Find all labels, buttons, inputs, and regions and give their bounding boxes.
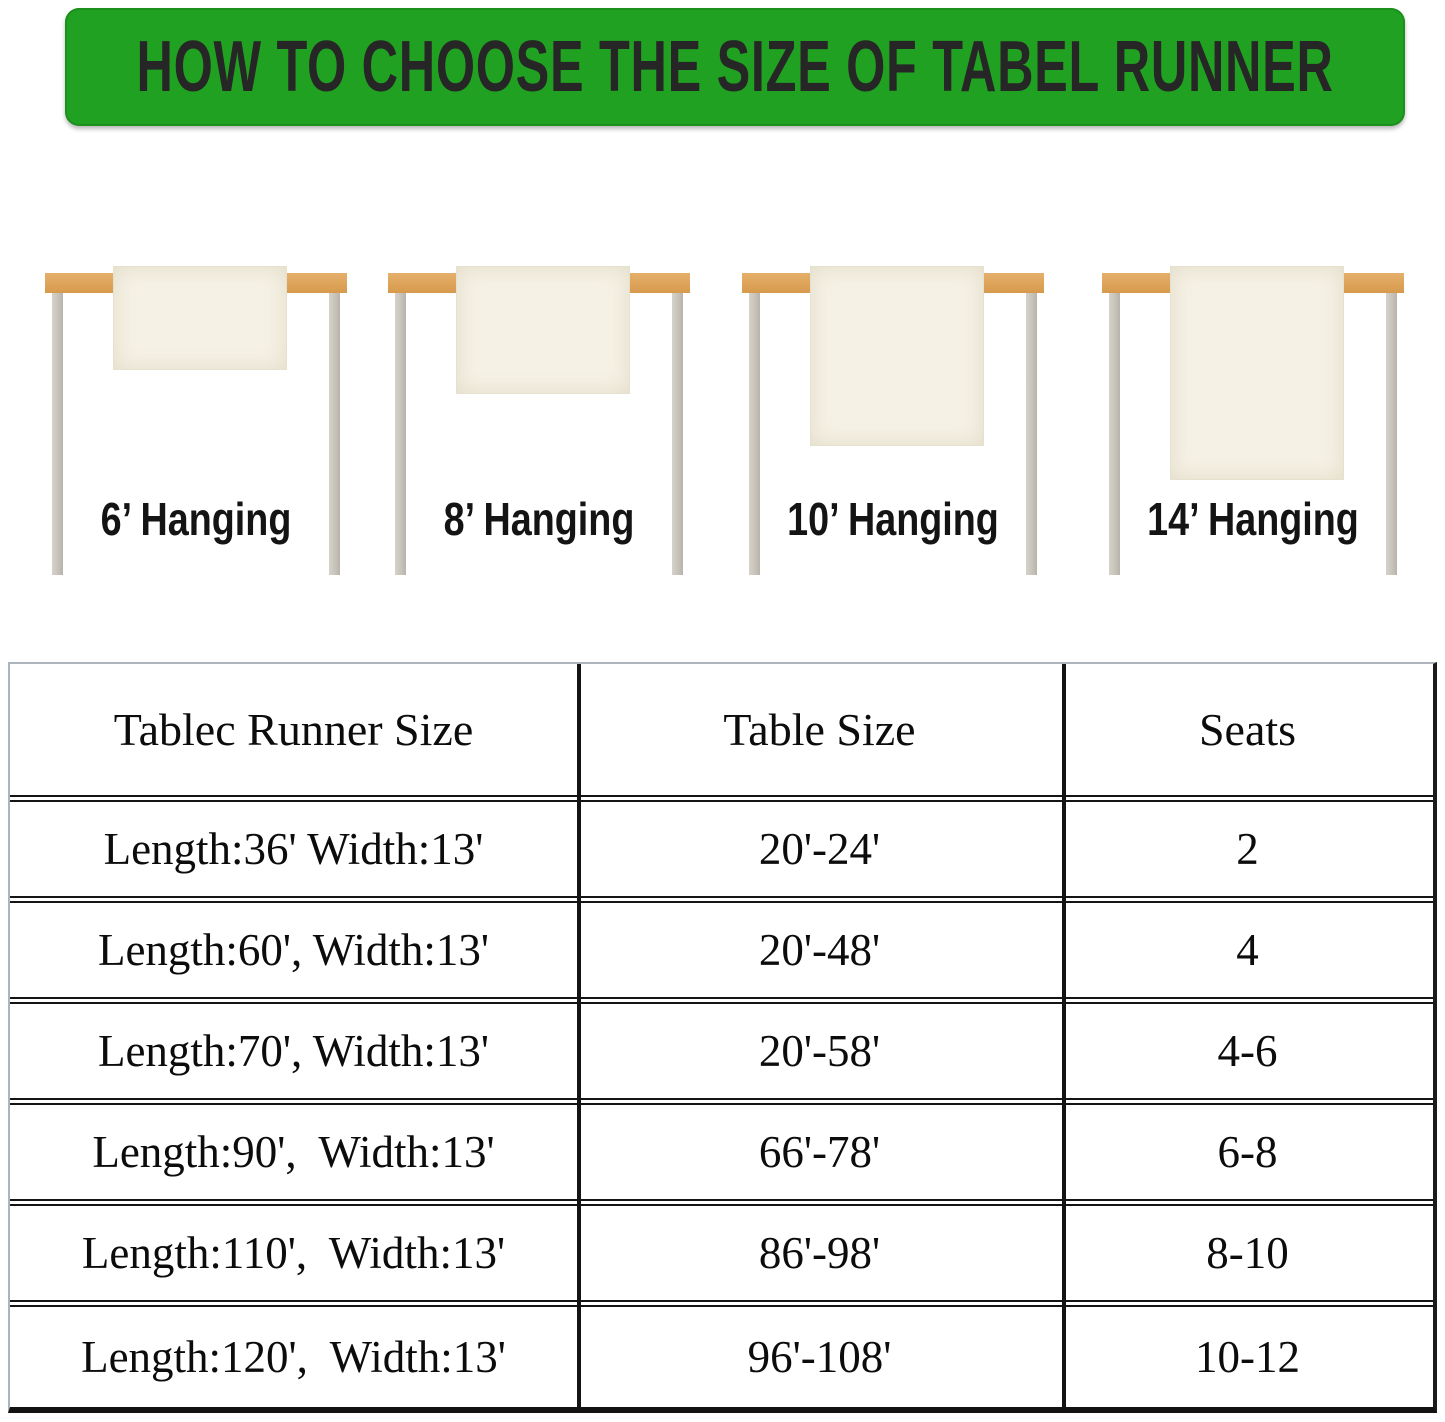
table-leg-icon — [672, 293, 683, 575]
table-illustration-6 — [45, 266, 347, 586]
table-leg-icon — [329, 293, 340, 575]
table-row — [10, 1206, 1433, 1307]
table-row — [10, 1105, 1433, 1206]
hang-label: 14’ Hanging — [1147, 493, 1359, 545]
seats-cell: 6-8 — [1217, 1127, 1278, 1177]
table-leg-icon — [1026, 293, 1037, 575]
table-header-row — [10, 664, 1433, 802]
runner-drape-icon — [113, 266, 287, 370]
seats-cell: 2 — [1236, 824, 1259, 874]
table-leg-icon — [52, 293, 63, 575]
runner-size-cell: Length:36' Width:13' — [103, 824, 484, 874]
table-row — [10, 903, 1433, 1004]
table-leg-icon — [749, 293, 760, 575]
table-leg-icon — [1109, 293, 1120, 575]
header-table-size: Table Size — [723, 704, 916, 755]
table-leg-icon — [1386, 293, 1397, 575]
seats-cell: 4 — [1236, 925, 1259, 975]
size-chart-table — [8, 662, 1437, 1413]
column-divider — [577, 664, 581, 1407]
table-illustration-14 — [1102, 266, 1404, 586]
hang-label: 10’ Hanging — [787, 493, 999, 545]
page-title: HOW TO CHOOSE THE SIZE OF TABEL RUNNER — [136, 27, 1334, 107]
title-banner — [65, 8, 1405, 126]
header-seats: Seats — [1198, 704, 1297, 755]
runner-size-cell: Length:60', Width:13' — [97, 925, 490, 975]
header-runner-size: Tablec Runner Size — [113, 704, 474, 755]
seats-cell: 10-12 — [1195, 1332, 1300, 1382]
table-size-cell: 20'-48' — [758, 925, 881, 975]
table-illustration-8 — [388, 266, 690, 586]
table-size-cell: 20'-58' — [758, 1026, 881, 1076]
runner-size-cell: Length:90', Width:13' — [92, 1127, 495, 1177]
table-row — [10, 1307, 1433, 1407]
seats-cell: 8-10 — [1206, 1228, 1289, 1278]
table-size-cell: 20'-24' — [758, 824, 881, 874]
runner-drape-icon — [456, 266, 630, 394]
table-size-cell: 96'-108' — [747, 1332, 892, 1382]
table-size-cell: 66'-78' — [758, 1127, 881, 1177]
runner-size-cell: Length:110', Width:13' — [81, 1228, 506, 1278]
runner-drape-icon — [1170, 266, 1344, 480]
runner-size-cell: Length:70', Width:13' — [97, 1026, 490, 1076]
table-leg-icon — [395, 293, 406, 575]
table-size-cell: 86'-98' — [758, 1228, 881, 1278]
seats-cell: 4-6 — [1217, 1026, 1278, 1076]
table-row — [10, 802, 1433, 903]
hang-label: 6’ Hanging — [100, 493, 292, 545]
table-row — [10, 1004, 1433, 1105]
runner-size-cell: Length:120', Width:13' — [81, 1332, 506, 1382]
table-illustration-10 — [742, 266, 1044, 586]
hang-label: 8’ Hanging — [443, 493, 635, 545]
runner-drape-icon — [810, 266, 984, 446]
column-divider — [1062, 664, 1066, 1407]
